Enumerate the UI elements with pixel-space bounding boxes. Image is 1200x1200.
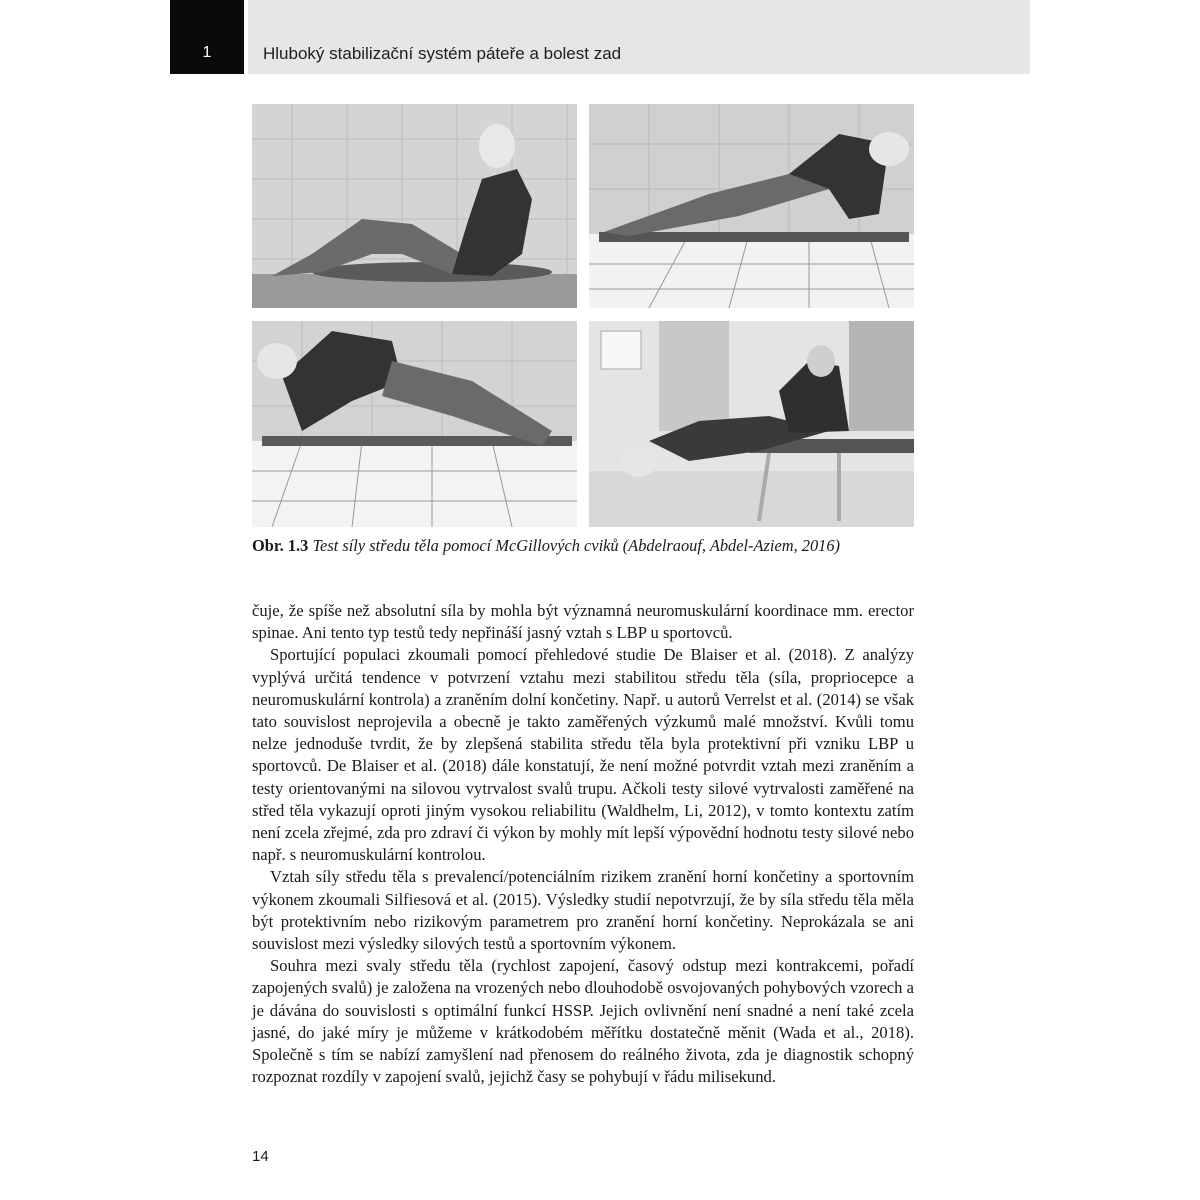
paragraph: čuje, že spíše než absolutní síla by mohla být významná neuromuskulární koordinace mm. erector spinae. Ani tento typ testů tedy nepřináší jasný vztah s LBP u sportovců. [252, 601, 914, 643]
page-number: 14 [252, 1148, 269, 1165]
figure-label: Obr. 1.3 [252, 536, 309, 555]
running-title: Hluboký stabilizační systém páteře a bolest zad [263, 44, 622, 63]
side-plank-right-photo [589, 104, 914, 308]
paragraph: Vztah síly středu těla s prevalencí/potenciálním rizikem zranění horní končetiny a sportovním výkonem zkoumali Silfiesová et al. (2015). Výsledky studií nepotvrzují, že by síla středu těla měla být protektivním nebo rizikovým parametrem pro zranění horní končetiny. Neprokázala se ani souvislost mezi výsledky silových testů a sportovním výkonem. [252, 867, 914, 954]
chapter-tab [170, 0, 244, 74]
chapter-number: 1 [202, 44, 212, 61]
situp-hold-photo [252, 104, 577, 308]
paragraph: Sportující populaci zkoumali pomocí přehledové studie De Blaiser et al. (2018). Z analýzy vyplývá určitá tendence v potvrzení vztahu mezi stabilitou středu těla (síla, propriocepce a neuromuskulární kontrola) a zraněním dolní končetiny. Např. u autorů Verrelst et al. (2014) se však tato souvislost neprojevila a obecně je takto zaměřených výzkumů malé množství. Kvůli tomu nelze jednoduše tvrdit, že by zlepšená stabilita středu těla byla protektivní při vzniku LBP u sportovců. De Blaiser et al. (2018) dále konstatují, že není možné potvrdit vztah mezi zraněním a testy orientovanými na silovou vytrvalost svalů trupu. Ačkoli testy silové vytrvalosti zaměřené na střed těla vykazují oproti jiným vysokou reliabilitu (Waldhelm, Li, 2012), v tomto kontextu zatím není zcela zřejmé, zda pro zdraví či výkon by mohly mít lepší výpovědní hodnotu testy silové nebo např. s neuromuskulární kontrolou. [252, 645, 914, 865]
running-header [248, 0, 1030, 74]
figure-caption [252, 536, 922, 556]
body-text [252, 600, 914, 1088]
figure-caption-text: Test síly středu těla pomocí McGillových cviků (Abdelraouf, Abdel-Aziem, 2016) [312, 536, 841, 555]
trunk-extensor-test-photo [589, 321, 914, 527]
paragraph: Souhra mezi svaly středu těla (rychlost zapojení, časový odstup mezi kontrakcemi, pořadí zapojených svalů) je založena na vrozených nebo dlouhodobě osvojovaných pohybových vzorech a je dávána do souvislosti s optimální funkcí HSSP. Jejich ovlivnění není snadné a není také zcela jasné, do jaké míry je můžeme v krátkodobém měřítku dostatečně měnit (Wada et al., 2018). Společně s tím se nabízí zamyšlení nad přenosem do reálného života, zda je diagnostik schopný rozpoznat rozdíly v zapojení svalů, jejichž časy se pohybují v řádu milisekund. [252, 956, 914, 1087]
side-plank-left-photo [252, 321, 577, 527]
